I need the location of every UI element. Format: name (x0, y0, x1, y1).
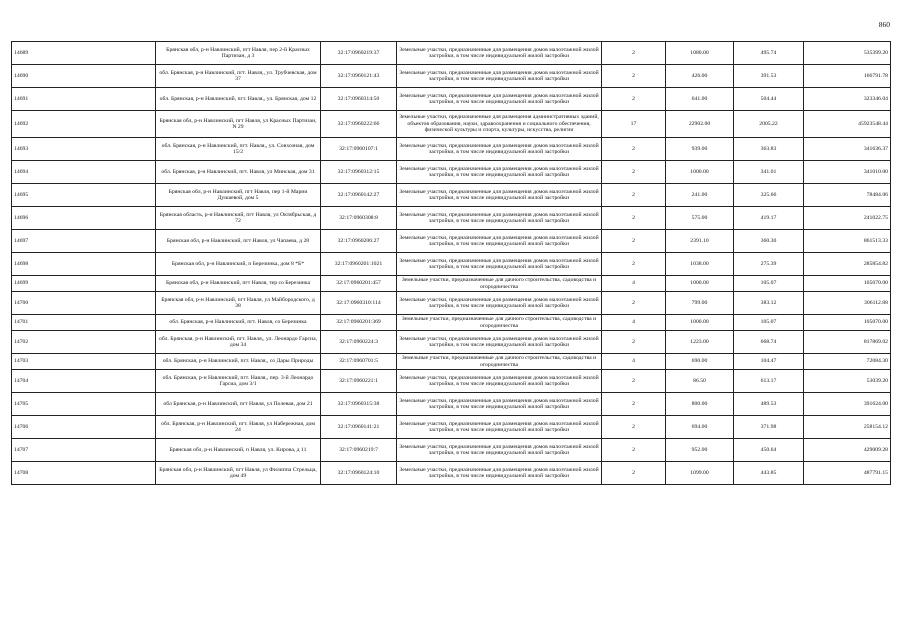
row-number-cell: 14689 (12, 42, 156, 65)
address-cell: Брянская обл, р-н Навлинский, пгт Навля, ул Чапаева, д 28 (156, 230, 321, 253)
area-cell: 575.00 (666, 207, 734, 230)
table-row (12, 439, 891, 462)
area-cell: 86.50 (666, 370, 734, 393)
row-number-cell: 14699 (12, 276, 156, 292)
specific-value-cell: 275.39 (734, 253, 804, 276)
land-use-cell: Земельные участки, предназначенные для дачного строительства, садоводства и огородничества (397, 315, 602, 331)
land-use-cell: Земельные участки, предназначенные для размещения домов малоэтажной жилой застройки, в том числе индивидуальной жилой застройки (397, 462, 602, 485)
land-use-cell: Земельные участки, предназначенные для размещения домов малоэтажной жилой застройки, в том числе индивидуальной жилой застройки (397, 184, 602, 207)
land-use-cell: Земельные участки, предназначенные для размещения домов малоэтажной жилой застройки, в том числе индивидуальной жилой застройки (397, 253, 602, 276)
row-number-cell: 14693 (12, 138, 156, 161)
address-cell: Брянская обл, р-н Навлинский, пгт Навля, тер со Березинка (156, 276, 321, 292)
row-number-cell: 14704 (12, 370, 156, 393)
row-number-cell: 14695 (12, 184, 156, 207)
row-number-cell: 14691 (12, 88, 156, 111)
use-code-cell: 2 (602, 88, 666, 111)
row-number-cell: 14697 (12, 230, 156, 253)
cadastral-value-cell: 429009.28 (804, 439, 891, 462)
cadastral-value-cell: 391624.00 (804, 393, 891, 416)
row-number-cell: 14702 (12, 331, 156, 354)
specific-value-cell: 443.85 (734, 462, 804, 485)
specific-value-cell: 325.66 (734, 184, 804, 207)
cadastral-value-cell: 323346.04 (804, 88, 891, 111)
cadastral-number-cell: 32:17:0960206:27 (321, 230, 397, 253)
specific-value-cell: 391.53 (734, 65, 804, 88)
area-cell: 2391.10 (666, 230, 734, 253)
table-row (12, 292, 891, 315)
address-cell: обл. Брянская, р-н Навлинский, пгт. Навля,, ул. Леонардо Гарсиа, дом 34 (156, 331, 321, 354)
land-use-cell: Земельные участки, предназначенные для размещения домов малоэтажной жилой застройки, в том числе индивидуальной жилой застройки (397, 88, 602, 111)
table-row (12, 393, 891, 416)
row-number-cell: 14701 (12, 315, 156, 331)
cadastral-value-cell: 341636.37 (804, 138, 891, 161)
cadastral-value-cell: 306112.88 (804, 292, 891, 315)
row-number-cell: 14703 (12, 354, 156, 370)
table-row (12, 370, 891, 393)
table-body (12, 42, 891, 485)
address-cell: Брянская обл, р-н Навлинский, пгт Навля, ул Красных Партизан, N 29 (156, 111, 321, 138)
address-cell: обл. Брянская, р-н Навлинский, пгт. Навля, ул Набережная, дом 24 (156, 416, 321, 439)
specific-value-cell: 104.47 (734, 354, 804, 370)
cadastral-value-cell: 78484.06 (804, 184, 891, 207)
table-row (12, 230, 891, 253)
cadastral-number-cell: 32:17:0960121:43 (321, 65, 397, 88)
cadastral-value-cell: 258154.12 (804, 416, 891, 439)
area-cell: 426.00 (666, 65, 734, 88)
cadastral-number-cell: 32:17:0960201:1021 (321, 253, 397, 276)
specific-value-cell: 105.07 (734, 276, 804, 292)
area-cell: 694.00 (666, 416, 734, 439)
use-code-cell: 2 (602, 65, 666, 88)
cadastral-value-cell: 535399.20 (804, 42, 891, 65)
land-use-cell: Земельные участки, предназначенные для размещения домов малоэтажной жилой застройки, в том числе индивидуальной жилой застройки (397, 331, 602, 354)
area-cell: 1099.00 (666, 462, 734, 485)
table-row (12, 416, 891, 439)
land-use-cell: Земельные участки, предназначенные для размещения домов малоэтажной жилой застройки, в том числе индивидуальной жилой застройки (397, 138, 602, 161)
area-cell: 952.00 (666, 439, 734, 462)
land-use-cell: Земельные участки, предназначенные для размещения домов малоэтажной жилой застройки, в том числе индивидуальной жилой застройки (397, 42, 602, 65)
cadastral-number-cell: 32:17:0960315:38 (321, 393, 397, 416)
cadastral-value-cell: 45923548.44 (804, 111, 891, 138)
address-cell: Брянская обл, р-н Навлинский, п Навля, ул. Кирова, д 11 (156, 439, 321, 462)
use-code-cell: 2 (602, 370, 666, 393)
cadastral-number-cell: 32:17:0960224:3 (321, 331, 397, 354)
use-code-cell: 2 (602, 207, 666, 230)
use-code-cell: 4 (602, 315, 666, 331)
area-cell: 22902.00 (666, 111, 734, 138)
row-number-cell: 14690 (12, 65, 156, 88)
address-cell: обл. Брянская, р-н Навлинский, пгт. Навля,, ул. Трубчевская, дом 37 (156, 65, 321, 88)
table-row (12, 111, 891, 138)
area-cell: 1223.00 (666, 331, 734, 354)
area-cell: 1038.00 (666, 253, 734, 276)
address-cell: Брянская обл, р-н Навлинский, пгт Навля, пер 1-й Марии Душаевой, дом 5 (156, 184, 321, 207)
row-number-cell: 14700 (12, 292, 156, 315)
cadastral-number-cell: 32:17:0960201:457 (321, 276, 397, 292)
specific-value-cell: 495.74 (734, 42, 804, 65)
address-cell: Брянская обл, р-н Навлинский, пгт Навля, пер 2-й Красных Партизан, д 3 (156, 42, 321, 65)
table-row (12, 184, 891, 207)
row-number-cell: 14696 (12, 207, 156, 230)
address-cell: обл. Брянская, р-н Навлинский, пгт. Навля, со Березинка (156, 315, 321, 331)
address-cell: Брянская область, р-н Навлинский, пгт Навля, ул Октябрьская, д 72 (156, 207, 321, 230)
cadastral-number-cell: 32:17:0960310:114 (321, 292, 397, 315)
land-use-cell: Земельные участки, предназначенные для дачного строительства, садоводства и огородничества (397, 354, 602, 370)
cadastral-value-cell: 241022.75 (804, 207, 891, 230)
row-number-cell: 14705 (12, 393, 156, 416)
table-row (12, 65, 891, 88)
table-row (12, 354, 891, 370)
use-code-cell: 2 (602, 184, 666, 207)
land-use-cell: Земельные участки, предназначенные для размещения домов малоэтажной жилой застройки, в том числе индивидуальной жилой застройки (397, 292, 602, 315)
area-cell: 799.00 (666, 292, 734, 315)
table-row (12, 276, 891, 292)
use-code-cell: 2 (602, 292, 666, 315)
specific-value-cell: 363.83 (734, 138, 804, 161)
specific-value-cell: 668.74 (734, 331, 804, 354)
specific-value-cell: 419.17 (734, 207, 804, 230)
address-cell: Брянская обл, р-н Навлинский, п Березинка, дом 8 *Б* (156, 253, 321, 276)
specific-value-cell: 383.12 (734, 292, 804, 315)
use-code-cell: 4 (602, 276, 666, 292)
land-use-cell: Земельные участки, предназначенные для размещения домов малоэтажной жилой застройки, в том числе индивидуальной жилой застройки (397, 65, 602, 88)
cadastral-value-cell: 72084.30 (804, 354, 891, 370)
page-number: 860 (878, 20, 890, 29)
land-use-cell: Земельные участки, предназначенные для размещения административных зданий, объектов образования, науки, здравоохранения и социального обеспечения, физической культуры и спорта, культуры, искусства, религии (397, 111, 602, 138)
cadastral-value-cell: 817869.02 (804, 331, 891, 354)
cadastral-number-cell: 32:17:0960219:37 (321, 42, 397, 65)
table-row (12, 331, 891, 354)
cadastral-number-cell: 32:17:0960107:1 (321, 138, 397, 161)
use-code-cell: 4 (602, 354, 666, 370)
land-use-cell: Земельные участки, предназначенные для размещения домов малоэтажной жилой застройки, в том числе индивидуальной жилой застройки (397, 439, 602, 462)
land-registry-table (11, 41, 891, 485)
area-cell: 241.00 (666, 184, 734, 207)
cadastral-number-cell: 32:17:0960124:10 (321, 462, 397, 485)
specific-value-cell: 450.64 (734, 439, 804, 462)
use-code-cell: 17 (602, 111, 666, 138)
use-code-cell: 2 (602, 439, 666, 462)
area-cell: 1000.00 (666, 161, 734, 184)
land-use-cell: Земельные участки, предназначенные для размещения домов малоэтажной жилой застройки, в том числе индивидуальной жилой застройки (397, 370, 602, 393)
area-cell: 690.00 (666, 354, 734, 370)
specific-value-cell: 2005.22 (734, 111, 804, 138)
cadastral-number-cell: 32:17:0960308:8 (321, 207, 397, 230)
cadastral-value-cell: 861513.33 (804, 230, 891, 253)
use-code-cell: 2 (602, 138, 666, 161)
table-row (12, 88, 891, 111)
use-code-cell: 2 (602, 42, 666, 65)
area-cell: 1080.00 (666, 42, 734, 65)
address-cell: обл. Брянская, р-н Навлинский, пгт. Навля,, пер. 3-й Леонардо Гарсиа, дом 3/1 (156, 370, 321, 393)
cadastral-value-cell: 105070.00 (804, 315, 891, 331)
address-cell: обл. Брянская, р-н Навлинский, пгт. Навля,, ул. Совхозная, дом 15/2 (156, 138, 321, 161)
address-cell: обл. Брянская, р-н Навлинский, пгт. Навля,, со Дары Природы (156, 354, 321, 370)
address-cell: Брянская обл, р-н Навлинский, пгт Навля, ул Майбородского, д 38 (156, 292, 321, 315)
cadastral-number-cell: 32:17:0960142:27 (321, 184, 397, 207)
cadastral-value-cell: 285854.82 (804, 253, 891, 276)
specific-value-cell: 489.53 (734, 393, 804, 416)
row-number-cell: 14708 (12, 462, 156, 485)
area-cell: 800.00 (666, 393, 734, 416)
specific-value-cell: 341.01 (734, 161, 804, 184)
cadastral-value-cell: 341010.00 (804, 161, 891, 184)
area-cell: 641.00 (666, 88, 734, 111)
cadastral-number-cell: 32:17:0960201:369 (321, 315, 397, 331)
area-cell: 1000.00 (666, 276, 734, 292)
specific-value-cell: 360.30 (734, 230, 804, 253)
address-cell: Брянская обл, р-н Навлинский, пгт Навля, ул Филиппа Стрельца, дом 49 (156, 462, 321, 485)
address-cell: обл Брянская, р-н Навлинский, пгт Навля, ул Полевая, дом 21 (156, 393, 321, 416)
table-row (12, 138, 891, 161)
area-cell: 939.00 (666, 138, 734, 161)
land-use-cell: Земельные участки, предназначенные для размещения домов малоэтажной жилой застройки, в том числе индивидуальной жилой застройки (397, 207, 602, 230)
specific-value-cell: 371.98 (734, 416, 804, 439)
use-code-cell: 2 (602, 161, 666, 184)
table-row (12, 315, 891, 331)
address-cell: обл. Брянская, р-н Навлинский, пгт. Навля, ул Минская, дом 31 (156, 161, 321, 184)
row-number-cell: 14706 (12, 416, 156, 439)
use-code-cell: 2 (602, 230, 666, 253)
specific-value-cell: 613.17 (734, 370, 804, 393)
table-row (12, 42, 891, 65)
cadastral-value-cell: 53039.20 (804, 370, 891, 393)
use-code-cell: 2 (602, 416, 666, 439)
area-cell: 1000.00 (666, 315, 734, 331)
cadastral-value-cell: 105070.00 (804, 276, 891, 292)
cadastral-number-cell: 32:17:0960222:66 (321, 111, 397, 138)
cadastral-number-cell: 32:17:0960219:7 (321, 439, 397, 462)
land-use-cell: Земельные участки, предназначенные для размещения домов малоэтажной жилой застройки, в том числе индивидуальной жилой застройки (397, 230, 602, 253)
use-code-cell: 2 (602, 253, 666, 276)
use-code-cell: 2 (602, 393, 666, 416)
table-row (12, 253, 891, 276)
cadastral-value-cell: 166791.78 (804, 65, 891, 88)
cadastral-number-cell: 32:17:0960314:50 (321, 88, 397, 111)
cadastral-number-cell: 32:17:0960701:5 (321, 354, 397, 370)
cadastral-value-cell: 487791.15 (804, 462, 891, 485)
use-code-cell: 2 (602, 462, 666, 485)
land-use-cell: Земельные участки, предназначенные для размещения домов малоэтажной жилой застройки, в том числе индивидуальной жилой застройки (397, 161, 602, 184)
row-number-cell: 14694 (12, 161, 156, 184)
row-number-cell: 14707 (12, 439, 156, 462)
cadastral-number-cell: 32:17:0960312:15 (321, 161, 397, 184)
row-number-cell: 14692 (12, 111, 156, 138)
land-use-cell: Земельные участки, предназначенные для дачного строительства, садоводства и огородничества (397, 276, 602, 292)
address-cell: обл. Брянская, р-н Навлинский, пгт. Навля,, ул. Брянская, дом 12 (156, 88, 321, 111)
land-use-cell: Земельные участки, предназначенные для размещения домов малоэтажной жилой застройки, в том числе индивидуальной жилой застройки (397, 393, 602, 416)
table-row (12, 462, 891, 485)
specific-value-cell: 105.07 (734, 315, 804, 331)
cadastral-number-cell: 32:17:0960141:21 (321, 416, 397, 439)
specific-value-cell: 504.44 (734, 88, 804, 111)
table-row (12, 161, 891, 184)
table-row (12, 207, 891, 230)
use-code-cell: 2 (602, 331, 666, 354)
cadastral-number-cell: 32:17:0960221:1 (321, 370, 397, 393)
land-use-cell: Земельные участки, предназначенные для размещения домов малоэтажной жилой застройки, в том числе индивидуальной жилой застройки (397, 416, 602, 439)
row-number-cell: 14698 (12, 253, 156, 276)
